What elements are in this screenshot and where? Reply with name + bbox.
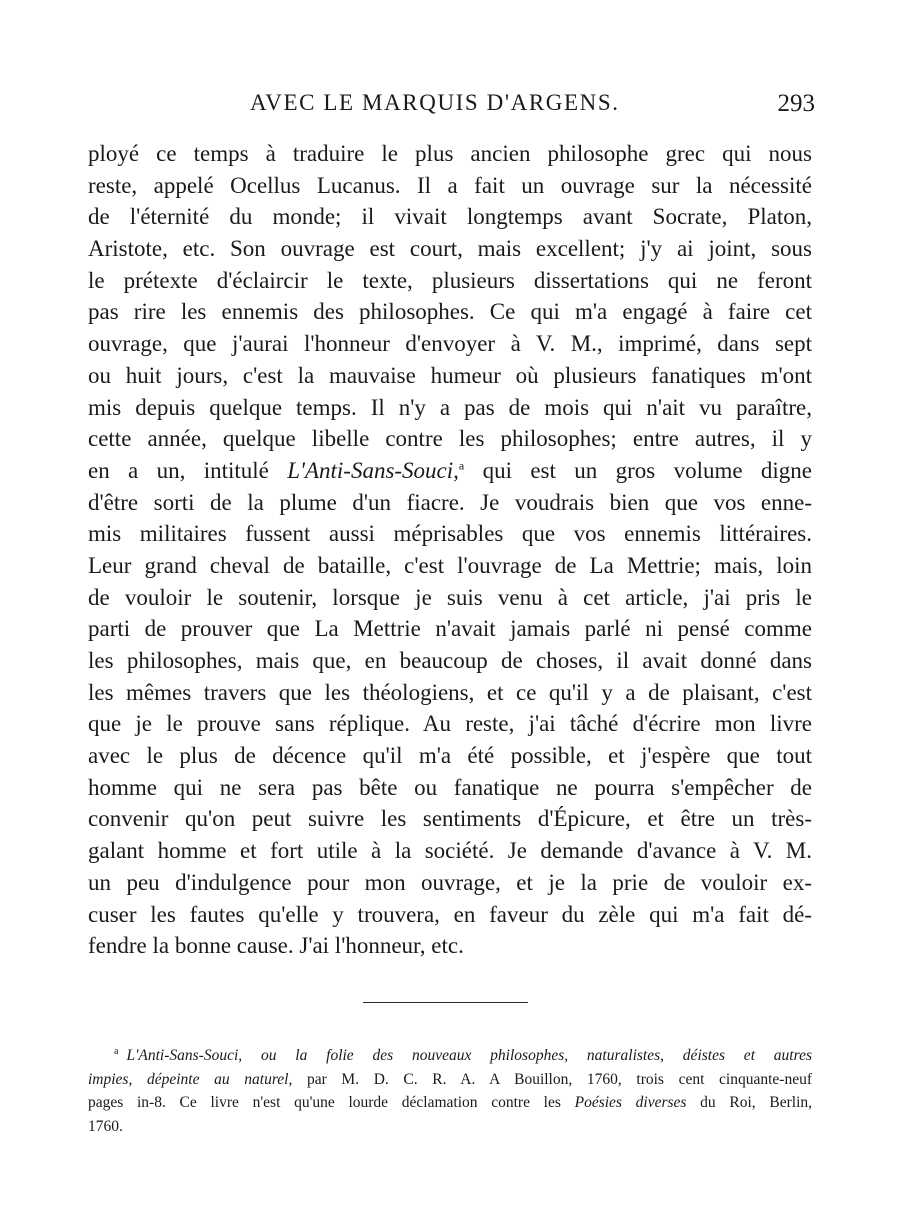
footnote: [88, 1044, 812, 1138]
text-line: les philosophes, mais que, en beaucoup de choses, il avait donné dans: [88, 648, 812, 673]
text-line: reste, appelé Ocellus Lucanus. Il a fait un ouvrage sur la nécessité: [88, 172, 812, 198]
text-line: parti de prouver que La Mettrie n'avait jamais parlé ni pensé comme: [88, 616, 812, 642]
letter-body: [88, 138, 812, 962]
text-line: mis depuis quelque temps. Il n'y a pas de mois qui n'ait vu paraître,: [88, 394, 812, 420]
text-segment: qui est un gros volume digne: [464, 457, 813, 483]
footnote-cited-work: Poésies diverses: [574, 1094, 687, 1111]
text-line: cuser les fautes qu'elle y trouvera, en faveur du zèle qui m'a fait dé-: [88, 901, 812, 927]
running-head: [0, 90, 900, 124]
footnote-line: [88, 1091, 812, 1115]
footnote-line: [88, 1068, 812, 1092]
footnote-imprint: par M. D. C. R. A. A Bouillon, 1760, trois cent cinquante-neuf: [292, 1070, 812, 1088]
footnote-title: L'Anti-Sans-Souci, ou la folie des nouveaux philosophes, naturalistes, déistes et autres: [126, 1047, 812, 1064]
text-line: de l'éternité du monde; il vivait longtemps avant Socrate, Platon,: [88, 204, 812, 230]
footnote-separator-rule: [363, 1002, 528, 1003]
text-line: homme qui ne sera pas bête ou fanatique ne pourra s'empêcher de: [88, 774, 812, 800]
cited-title: L'Anti-Sans-Souci,: [287, 457, 459, 483]
text-line: Leur grand cheval de bataille, c'est l'ouvrage de La Mettrie; mais, loin: [88, 552, 812, 578]
text-line: Aristote, etc. Son ouvrage est court, mais excellent; j'y ai joint, sous: [88, 236, 812, 262]
footnote-title-continued: impies, dépeinte au naturel,: [88, 1070, 293, 1088]
text-line: cette année, quelque libelle contre les philosophes; entre autres, il y: [88, 426, 812, 452]
running-title: AVEC LE MARQUIS D'ARGENS.: [250, 90, 620, 115]
text-line: pas rire les ennemis des philosophes. Ce qui m'a engagé à faire cet: [88, 299, 812, 325]
footnote-reference[interactable]: a: [458, 458, 465, 473]
text-line: ou huit jours, c'est la mauvaise humeur où plusieurs fanatiques m'ont: [88, 362, 812, 388]
text-line: de vouloir le soutenir, lorsque je suis venu à cet article, j'ai pris le: [88, 584, 812, 610]
text-line: galant homme et fort utile à la société. Je demande d'avance à V. M.: [88, 838, 812, 864]
text-line: convenir qu'on peut suivre les sentiments d'Épicure, et être un très-: [88, 806, 812, 832]
page-number: 293: [777, 90, 815, 117]
footnote-line: [88, 1044, 812, 1068]
text-line: ouvrage, que j'aurai l'honneur d'envoyer à V. M., imprimé, dans sept: [88, 331, 812, 357]
text-line: le prétexte d'éclaircir le texte, plusieurs dissertations qui ne feront: [88, 267, 812, 293]
footnote-line-last: 1760.: [88, 1117, 123, 1135]
footnote-text: pages in-8. Ce livre n'est qu'une lourde déclamation contre les: [88, 1094, 575, 1111]
text-line: ployé ce temps à traduire le plus ancien philosophe grec qui nous: [88, 141, 812, 166]
footnote-text: du Roi, Berlin,: [686, 1094, 812, 1111]
text-line-last: fendre la bonne cause. J'ai l'honneur, etc.: [88, 933, 464, 959]
text-segment: en a un, intitulé: [88, 457, 288, 483]
text-line-with-citation: [88, 455, 812, 487]
text-line: les mêmes travers que les théologiens, et ce qu'il y a de plaisant, c'est: [88, 679, 812, 705]
text-line: d'être sorti de la plume d'un fiacre. Je voudrais bien que vos enne-: [88, 489, 812, 515]
text-line: avec le plus de décence qu'il m'a été possible, et j'espère que tout: [88, 743, 812, 769]
text-line: mis militaires fussent aussi méprisables que vos ennemis littéraires.: [88, 521, 812, 547]
text-line: que je le prouve sans réplique. Au reste, j'ai tâché d'écrire mon livre: [88, 711, 812, 737]
footnote-marker: a: [114, 1045, 119, 1057]
text-line: un peu d'indulgence pour mon ouvrage, et je la prie de vouloir ex-: [88, 869, 812, 895]
